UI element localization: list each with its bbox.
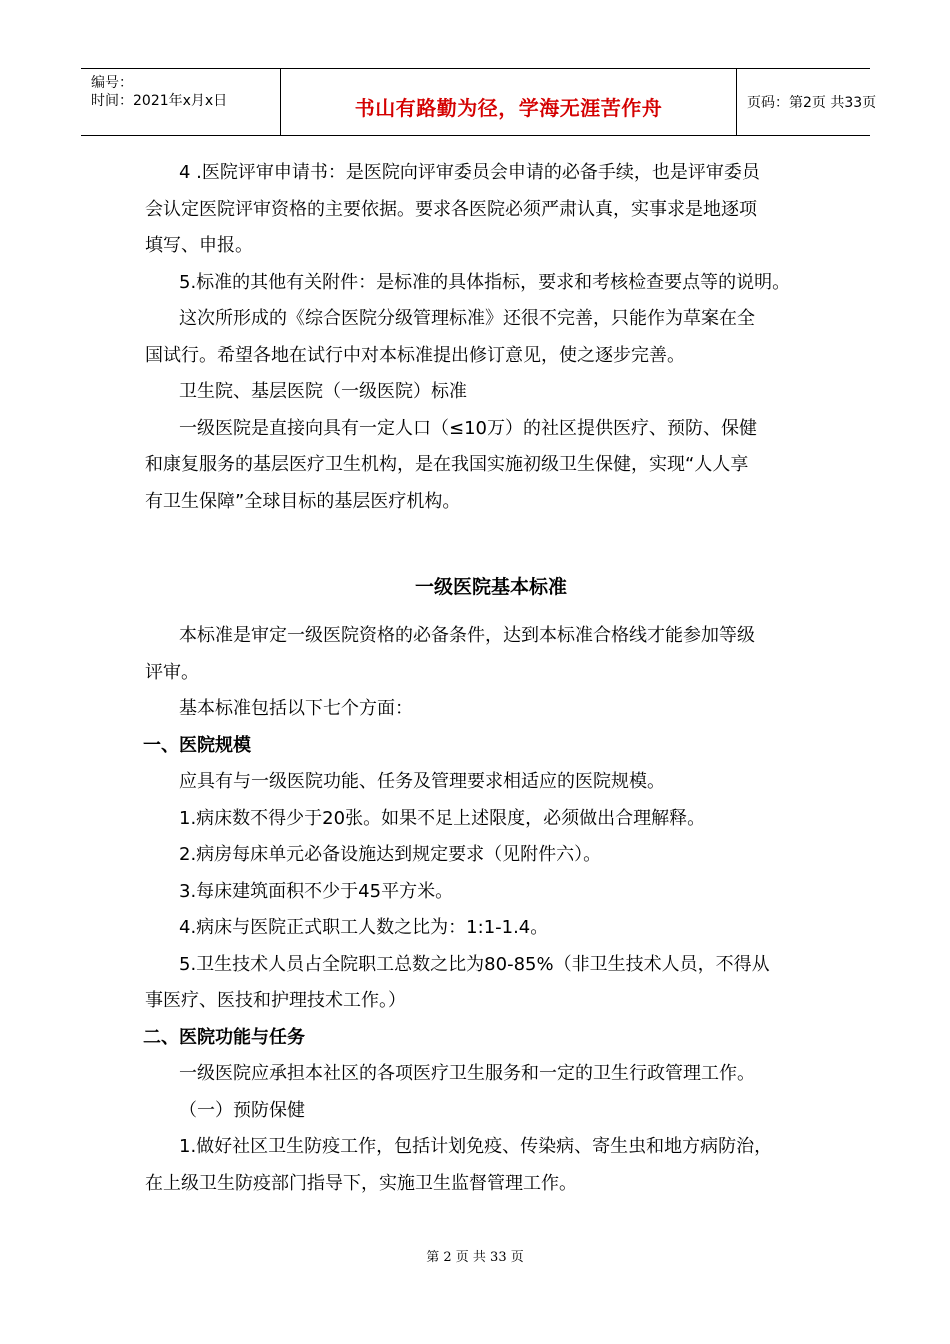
number-label: 编号： xyxy=(91,75,133,91)
list-item: 5.卫生技术人员占全院职工总数之比为80-85%（非卫生技术人员，不得从 xyxy=(179,953,770,975)
paragraph-line: 基本标准包括以下七个方面： xyxy=(179,698,413,719)
paragraph-line: 应具有与一级医院功能、任务及管理要求相适应的医院规模。 xyxy=(179,771,665,792)
page-header xyxy=(81,68,877,136)
header-motto-cell xyxy=(281,69,737,135)
list-item: 1.做好社区卫生防疫工作，包括计划免疫、传染病、寄生虫和地方病防治， xyxy=(179,1136,773,1157)
paragraph-line: 有卫生保障”全球目标的基层医疗机构。 xyxy=(145,490,461,512)
header-meta-cell xyxy=(81,69,281,135)
paragraph-line: 在上级卫生防疫部门指导下，实施卫生监督管理工作。 xyxy=(145,1172,577,1194)
paragraph-line: 会认定医院评审资格的主要依据。要求各医院必须严肃认真，实事求是地逐项 xyxy=(145,198,757,220)
page-footer: 第 2 页 共 33 页 xyxy=(426,1250,524,1265)
paragraph-line: 国试行。希望各地在试行中对本标准提出修订意见，使之逐步完善。 xyxy=(145,344,685,366)
paragraph-line: 4 .医院评审申请书：是医院向评审委员会申请的必备手续，也是评审委员 xyxy=(179,162,760,183)
list-item: 3.每床建筑面积不少于45平方米。 xyxy=(179,880,454,902)
time-label: 时间：2021年x月x日 xyxy=(91,93,228,109)
list-item: 1.病床数不得少于20张。如果不足上述限度，必须做出合理解释。 xyxy=(179,807,706,829)
paragraph-line: 事医疗、医技和护理技术工作。） xyxy=(145,990,406,1011)
paragraph-line: 和康复服务的基层医疗卫生机构，是在我国实施初级卫生保健，实现“人人享 xyxy=(145,454,749,475)
list-item: 4.病床与医院正式职工人数之比为：1:1-1.4。 xyxy=(179,917,549,938)
motto: 书山有路勤为径，学海无涯苦作舟 xyxy=(354,96,663,120)
intro-content xyxy=(145,155,825,520)
paragraph-line: 这次所形成的《综合医院分级管理标准》还很不完善，只能作为草案在全 xyxy=(179,308,755,329)
section-heading-scale: 一、医院规模 xyxy=(143,734,251,756)
section-heading-function: 二、医院功能与任务 xyxy=(143,1026,305,1048)
list-item: 2.病房每床单元必备设施达到规定要求（见附件六）。 xyxy=(179,844,602,865)
section-title: 一级医院基本标准 xyxy=(414,576,567,598)
paragraph-line: 本标准是审定一级医院资格的必备条件，达到本标准合格线才能参加等级 xyxy=(179,625,755,646)
page-label: 页码：第2页 共33页 xyxy=(747,95,877,111)
paragraph-line: 5.标准的其他有关附件：是标准的具体指标，要求和考核检查要点等的说明。 xyxy=(179,271,791,293)
paragraph-line: 评审。 xyxy=(145,661,199,683)
subsection-heading: （一）预防保健 xyxy=(179,1099,305,1121)
paragraph-line: 卫生院、基层医院（一级医院）标准 xyxy=(179,381,467,402)
body-content xyxy=(145,618,825,1202)
paragraph-line: 填写、申报。 xyxy=(145,235,253,256)
header-page-cell xyxy=(737,69,877,135)
paragraph-line: 一级医院是直接向具有一定人口（≤10万）的社区提供医疗、预防、保健 xyxy=(179,417,757,439)
paragraph-line: 一级医院应承担本社区的各项医疗卫生服务和一定的卫生行政管理工作。 xyxy=(179,1063,755,1084)
